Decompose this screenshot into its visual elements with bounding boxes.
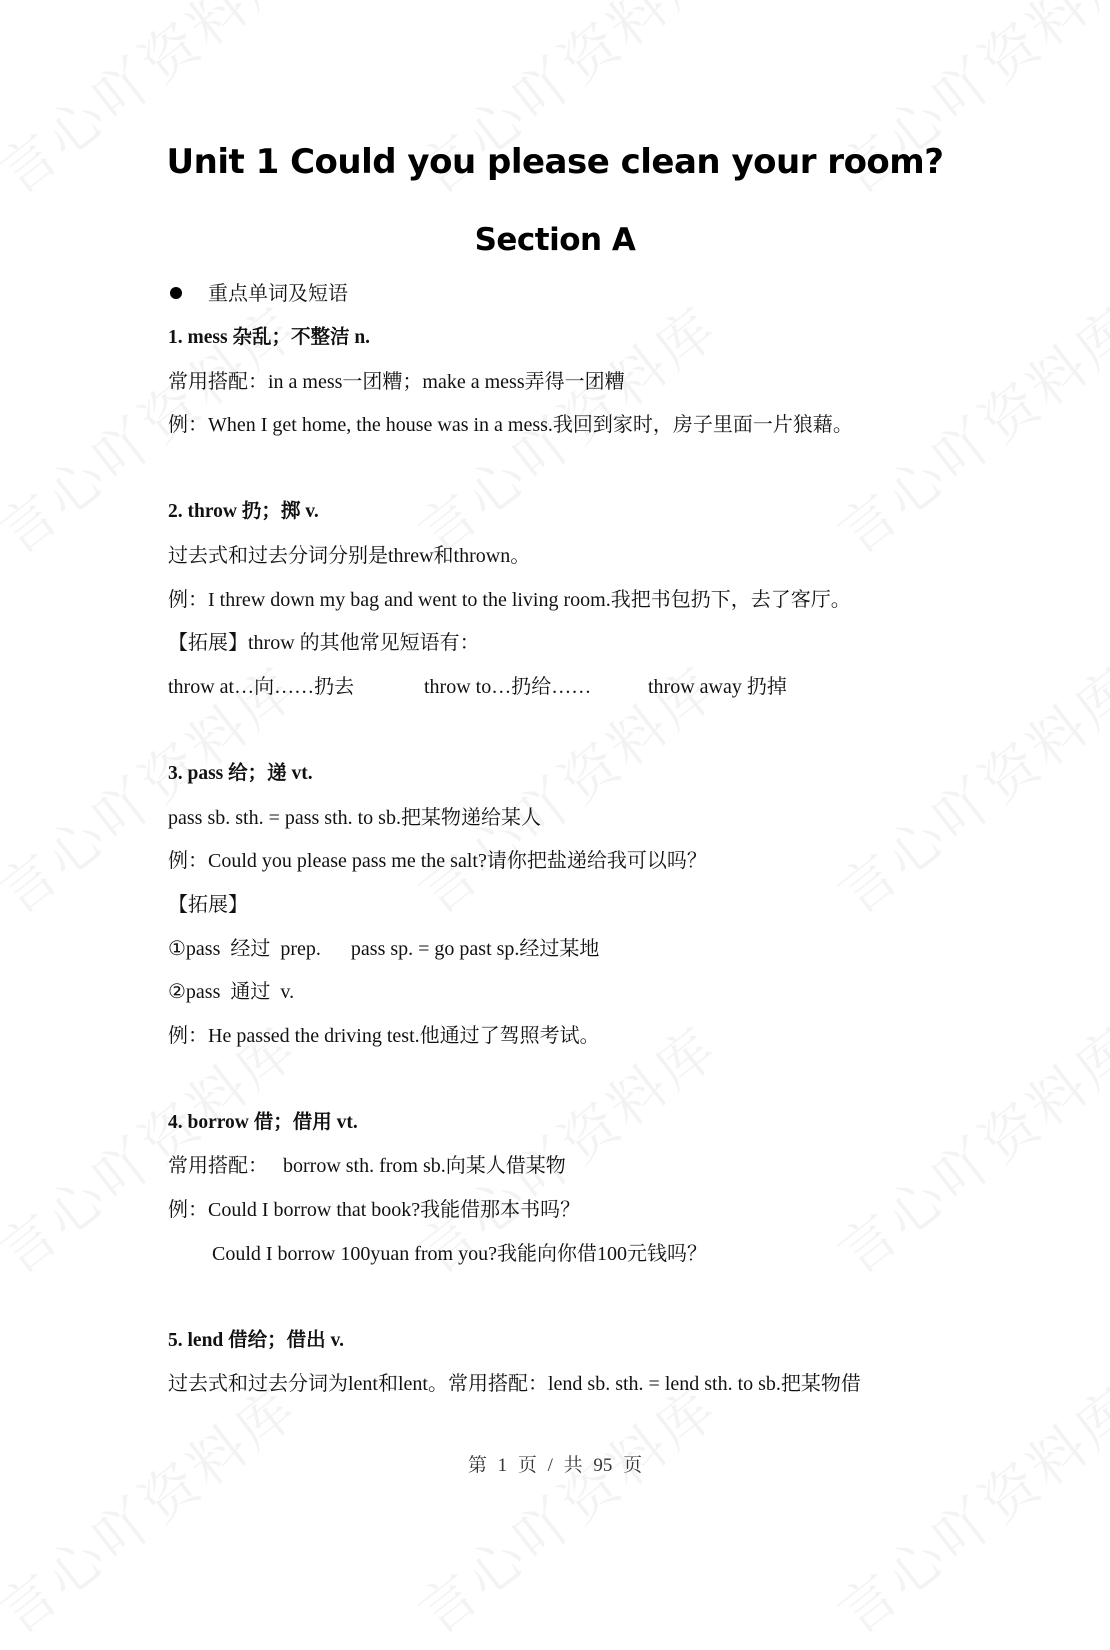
bullet-icon	[170, 287, 182, 299]
entry-heading: 5. lend 借给；借出 v.	[168, 1330, 345, 1351]
entry-line: 例：Could I borrow that book?我能借那本书吗？	[168, 1199, 581, 1221]
bullet-heading	[168, 280, 348, 308]
phrase-item: throw away 扔掉	[648, 676, 787, 698]
phrase-item: throw to…扔给……	[424, 676, 592, 698]
entry-line: 【拓展】	[168, 894, 248, 916]
section-title: Section A	[474, 222, 636, 258]
entry-line: pass sb. sth. = pass sth. to sb.把某物递给某人	[168, 807, 541, 829]
entry-line: 过去式和过去分词为lent和lent。常用搭配：lend sb. sth. = lend sth. to sb.把某物借	[168, 1373, 861, 1395]
entry-line: 例：He passed the driving test.他通过了驾照考试。	[168, 1025, 600, 1047]
page-title: Unit 1 Could you please clean your room?	[166, 142, 944, 182]
entry-line: 常用搭配：in a mess一团糟；make a mess弄得一团糟	[168, 371, 625, 393]
entry-line: ②pass 通过 v.	[168, 981, 295, 1003]
entry-heading: 3. pass 给；递 vt.	[168, 763, 313, 784]
entry-line: ①pass 经过 prep. pass sp. = go past sp.经过某地	[168, 938, 600, 960]
phrase-item: throw at…向……扔去	[168, 676, 355, 698]
entry-line: 【拓展】throw 的其他常见短语有：	[168, 632, 480, 654]
entry-line: Could I borrow 100yuan from you?我能向你借100元钱吗？	[212, 1243, 707, 1265]
entry-heading: 4. borrow 借；借用 vt.	[168, 1112, 358, 1133]
entry-line: 例：When I get home, the house was in a mess.我回到家时，房子里面一片狼藉。	[168, 414, 853, 436]
entry-line: 过去式和过去分词分别是threw和thrown。	[168, 545, 531, 567]
page-number-footer: 第 1 页 / 共 95 页	[467, 1455, 643, 1476]
entry-heading: 1. mess 杂乱；不整洁 n.	[168, 327, 371, 348]
bullet-heading-text: 重点单词及短语	[208, 283, 348, 305]
entry-line: 例：I threw down my bag and went to the living room.我把书包扔下，去了客厅。	[168, 589, 851, 611]
entry-line: 例：Could you please pass me the salt?请你把盐递给我可以吗？	[168, 850, 707, 872]
entry-heading: 2. throw 扔；掷 v.	[168, 501, 319, 522]
entry-line: 常用搭配： borrow sth. from sb.向某人借某物	[168, 1155, 566, 1177]
